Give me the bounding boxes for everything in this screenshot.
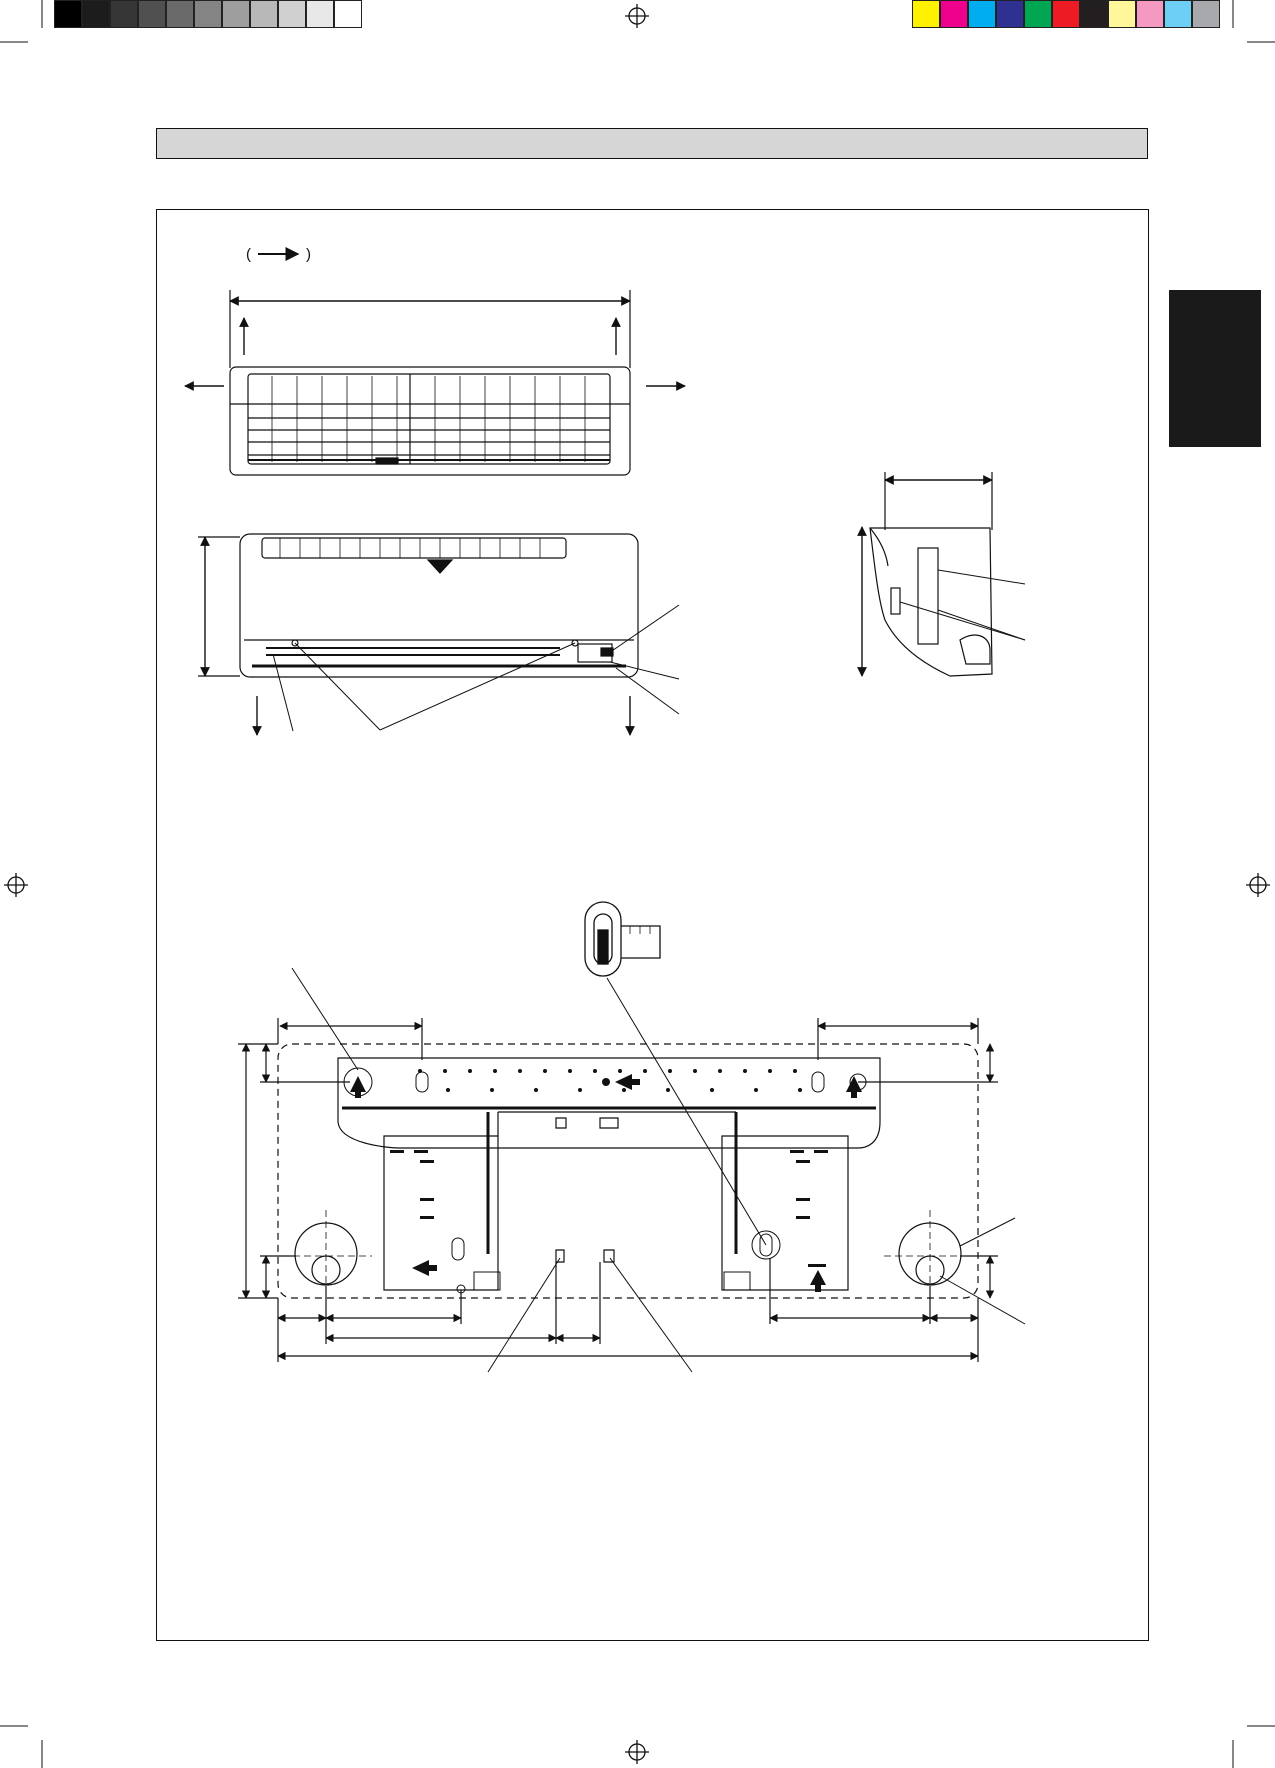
unit-top-view bbox=[185, 290, 685, 475]
registration-mark-icon bbox=[625, 4, 649, 28]
level-gauge-detail bbox=[585, 902, 766, 1245]
registration-mark-icon bbox=[4, 873, 28, 897]
unit-side-view bbox=[862, 472, 1025, 676]
registration-mark-icon bbox=[625, 1740, 649, 1764]
legend-close-paren: ) bbox=[306, 246, 311, 263]
mounting-plate-diagram bbox=[238, 968, 1025, 1372]
leader-lines bbox=[292, 968, 1025, 1372]
unit-body-outline bbox=[230, 367, 630, 475]
legend-open-paren: ( bbox=[246, 246, 251, 263]
mounting-hole-marks bbox=[350, 1069, 862, 1292]
side-body-outline bbox=[870, 528, 992, 676]
registration-mark-icon bbox=[1246, 873, 1270, 897]
unit-front-view bbox=[198, 534, 679, 735]
airflow-legend bbox=[246, 246, 311, 263]
